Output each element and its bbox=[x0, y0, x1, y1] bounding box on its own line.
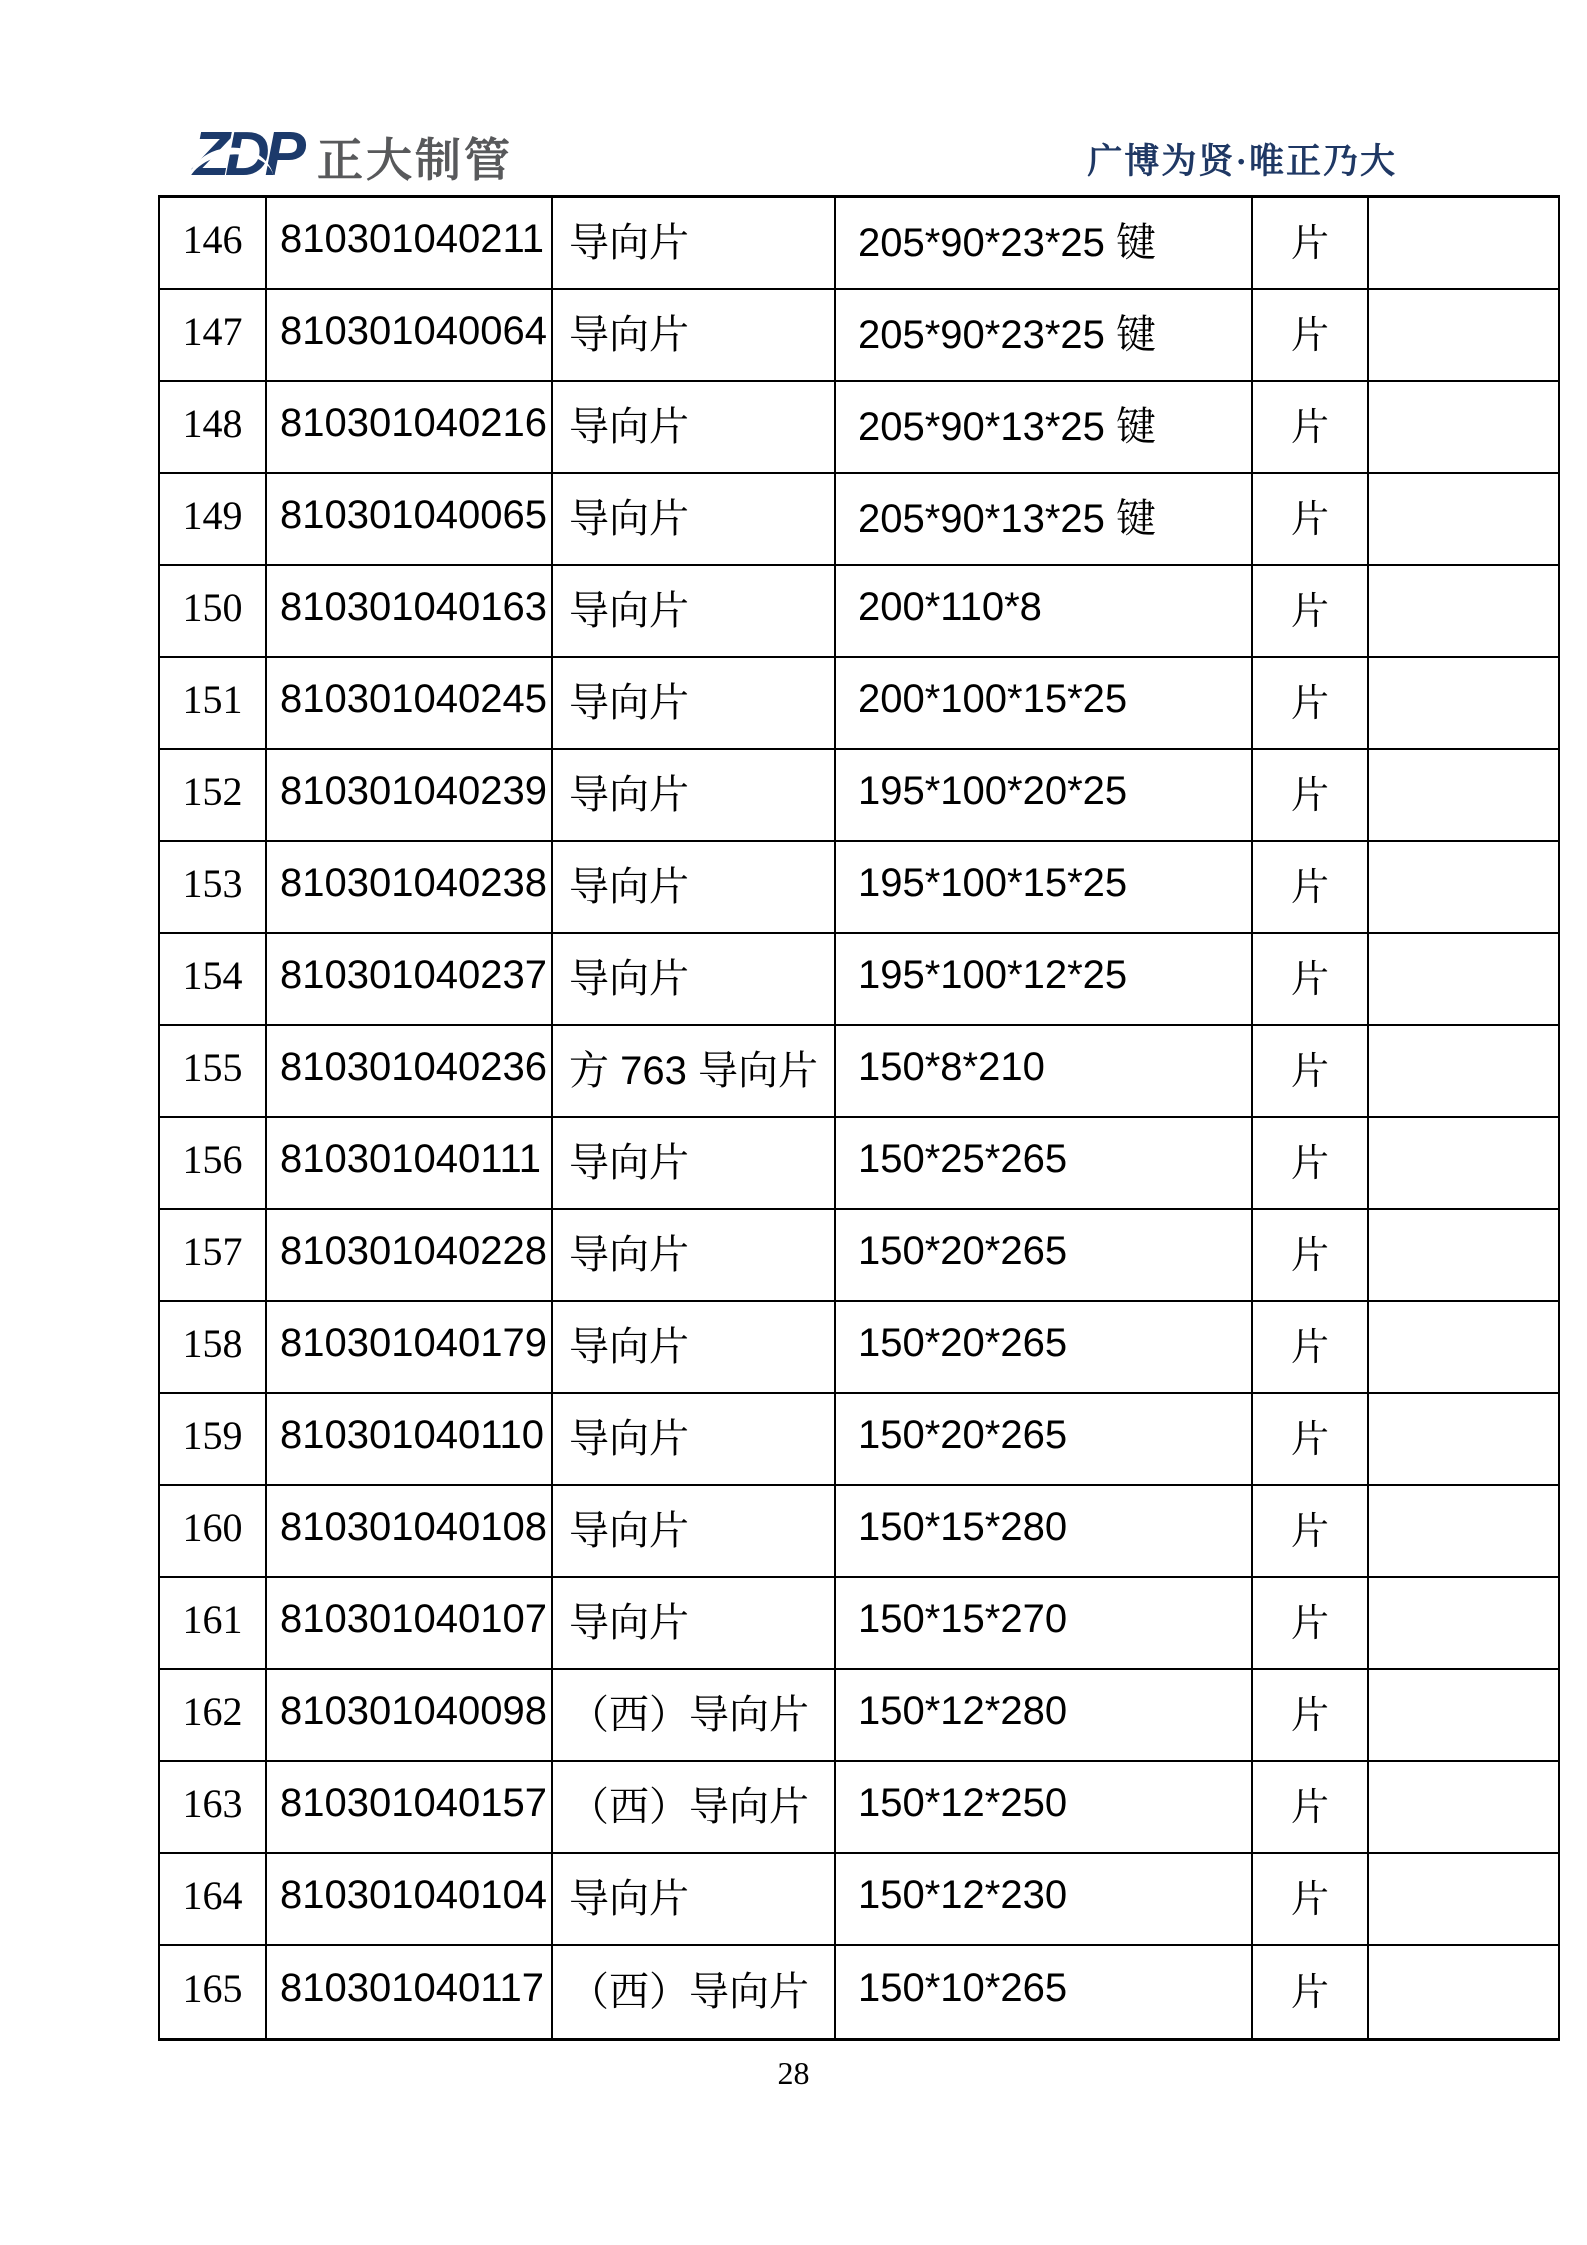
cell-part-code: 810301040157 bbox=[267, 1762, 553, 1852]
cell-part-remark bbox=[1369, 934, 1558, 1024]
cell-part-name: 方 763 导向片 bbox=[553, 1026, 836, 1116]
cell-part-name: 导向片 bbox=[553, 290, 836, 380]
cell-part-code: 810301040064 bbox=[267, 290, 553, 380]
cell-part-code: 810301040098 bbox=[267, 1670, 553, 1760]
cell-part-remark bbox=[1369, 1210, 1558, 1300]
cell-row-number: 162 bbox=[160, 1670, 267, 1760]
cell-part-spec: 150*12*230 bbox=[836, 1854, 1253, 1944]
cell-row-number: 155 bbox=[160, 1026, 267, 1116]
cell-part-remark bbox=[1369, 1026, 1558, 1116]
table-row bbox=[160, 198, 1558, 290]
cell-part-unit: 片 bbox=[1253, 1026, 1369, 1116]
cell-part-name: 导向片 bbox=[553, 1854, 836, 1944]
table-row bbox=[160, 1946, 1558, 2038]
table-row bbox=[160, 842, 1558, 934]
cell-part-spec: 150*15*280 bbox=[836, 1486, 1253, 1576]
cell-part-remark bbox=[1369, 1578, 1558, 1668]
cell-row-number: 147 bbox=[160, 290, 267, 380]
cell-part-unit: 片 bbox=[1253, 1854, 1369, 1944]
cell-part-name: 导向片 bbox=[553, 1486, 836, 1576]
cell-row-number: 151 bbox=[160, 658, 267, 748]
cell-part-spec: 195*100*12*25 bbox=[836, 934, 1253, 1024]
cell-part-remark bbox=[1369, 1946, 1558, 2038]
table-row bbox=[160, 1578, 1558, 1670]
cell-part-name: 导向片 bbox=[553, 1210, 836, 1300]
cell-part-code: 810301040239 bbox=[267, 750, 553, 840]
cell-part-name: 导向片 bbox=[553, 1394, 836, 1484]
cell-part-name: （西）导向片 bbox=[553, 1946, 836, 2038]
cell-part-code: 810301040228 bbox=[267, 1210, 553, 1300]
cell-part-unit: 片 bbox=[1253, 1486, 1369, 1576]
table-row bbox=[160, 1302, 1558, 1394]
cell-part-unit: 片 bbox=[1253, 1670, 1369, 1760]
company-name: 正大制管 bbox=[317, 134, 513, 186]
cell-part-name: 导向片 bbox=[553, 934, 836, 1024]
cell-part-name: 导向片 bbox=[553, 1302, 836, 1392]
table-row bbox=[160, 1210, 1558, 1302]
cell-row-number: 156 bbox=[160, 1118, 267, 1208]
cell-part-code: 810301040117 bbox=[267, 1946, 553, 2038]
cell-part-name: 导向片 bbox=[553, 382, 836, 472]
cell-row-number: 153 bbox=[160, 842, 267, 932]
cell-part-unit: 片 bbox=[1253, 750, 1369, 840]
cell-part-code: 810301040104 bbox=[267, 1854, 553, 1944]
cell-part-spec: 205*90*23*25 键 bbox=[836, 290, 1253, 380]
cell-part-name: 导向片 bbox=[553, 658, 836, 748]
cell-row-number: 152 bbox=[160, 750, 267, 840]
cell-part-unit: 片 bbox=[1253, 290, 1369, 380]
cell-row-number: 149 bbox=[160, 474, 267, 564]
table-row bbox=[160, 566, 1558, 658]
table-row bbox=[160, 1118, 1558, 1210]
cell-part-spec: 150*12*250 bbox=[836, 1762, 1253, 1852]
cell-row-number: 148 bbox=[160, 382, 267, 472]
cell-part-unit: 片 bbox=[1253, 1394, 1369, 1484]
cell-part-unit: 片 bbox=[1253, 1210, 1369, 1300]
cell-row-number: 154 bbox=[160, 934, 267, 1024]
cell-part-remark bbox=[1369, 290, 1558, 380]
cell-part-spec: 150*10*265 bbox=[836, 1946, 1253, 2038]
cell-row-number: 165 bbox=[160, 1946, 267, 2038]
cell-part-remark bbox=[1369, 1486, 1558, 1576]
cell-part-remark bbox=[1369, 382, 1558, 472]
parts-table bbox=[158, 195, 1560, 2041]
table-row bbox=[160, 1762, 1558, 1854]
cell-row-number: 164 bbox=[160, 1854, 267, 1944]
cell-part-unit: 片 bbox=[1253, 1762, 1369, 1852]
cell-part-remark bbox=[1369, 750, 1558, 840]
cell-part-name: 导向片 bbox=[553, 1118, 836, 1208]
cell-part-spec: 205*90*13*25 键 bbox=[836, 382, 1253, 472]
cell-row-number: 157 bbox=[160, 1210, 267, 1300]
cell-part-remark bbox=[1369, 474, 1558, 564]
cell-part-unit: 片 bbox=[1253, 1578, 1369, 1668]
cell-part-code: 810301040238 bbox=[267, 842, 553, 932]
cell-row-number: 158 bbox=[160, 1302, 267, 1392]
table-row bbox=[160, 658, 1558, 750]
cell-row-number: 146 bbox=[160, 198, 267, 288]
cell-part-name: 导向片 bbox=[553, 474, 836, 564]
cell-part-spec: 150*15*270 bbox=[836, 1578, 1253, 1668]
cell-row-number: 163 bbox=[160, 1762, 267, 1852]
cell-row-number: 150 bbox=[160, 566, 267, 656]
cell-part-spec: 205*90*23*25 键 bbox=[836, 198, 1253, 288]
cell-part-unit: 片 bbox=[1253, 1118, 1369, 1208]
cell-part-remark bbox=[1369, 1302, 1558, 1392]
table-row bbox=[160, 290, 1558, 382]
cell-part-code: 810301040107 bbox=[267, 1578, 553, 1668]
cell-part-unit: 片 bbox=[1253, 198, 1369, 288]
cell-part-spec: 150*20*265 bbox=[836, 1302, 1253, 1392]
cell-part-remark bbox=[1369, 658, 1558, 748]
logo-mark bbox=[192, 120, 301, 189]
table-row bbox=[160, 1394, 1558, 1486]
cell-part-spec: 195*100*20*25 bbox=[836, 750, 1253, 840]
cell-part-unit: 片 bbox=[1253, 382, 1369, 472]
cell-part-unit: 片 bbox=[1253, 1302, 1369, 1392]
logo-zdp-text: ZDP bbox=[192, 120, 301, 189]
cell-row-number: 160 bbox=[160, 1486, 267, 1576]
cell-row-number: 161 bbox=[160, 1578, 267, 1668]
cell-part-spec: 200*110*8 bbox=[836, 566, 1253, 656]
cell-part-code: 810301040163 bbox=[267, 566, 553, 656]
cell-part-unit: 片 bbox=[1253, 658, 1369, 748]
table-row bbox=[160, 1670, 1558, 1762]
cell-part-name: 导向片 bbox=[553, 1578, 836, 1668]
table-row bbox=[160, 474, 1558, 566]
cell-part-code: 810301040211 bbox=[267, 198, 553, 288]
cell-part-name: 导向片 bbox=[553, 842, 836, 932]
table-row bbox=[160, 1486, 1558, 1578]
cell-part-remark bbox=[1369, 1762, 1558, 1852]
cell-part-remark bbox=[1369, 198, 1558, 288]
table-row bbox=[160, 934, 1558, 1026]
cell-part-spec: 150*20*265 bbox=[836, 1210, 1253, 1300]
company-slogan: 广博为贤·唯正乃大 bbox=[1087, 142, 1397, 181]
cell-part-spec: 200*100*15*25 bbox=[836, 658, 1253, 748]
cell-part-remark bbox=[1369, 1854, 1558, 1944]
cell-part-remark bbox=[1369, 566, 1558, 656]
cell-part-unit: 片 bbox=[1253, 842, 1369, 932]
cell-part-name: （西）导向片 bbox=[553, 1670, 836, 1760]
cell-part-code: 810301040245 bbox=[267, 658, 553, 748]
cell-part-spec: 205*90*13*25 键 bbox=[836, 474, 1253, 564]
table-row bbox=[160, 1854, 1558, 1946]
cell-part-remark bbox=[1369, 1118, 1558, 1208]
cell-part-spec: 150*25*265 bbox=[836, 1118, 1253, 1208]
cell-part-code: 810301040179 bbox=[267, 1302, 553, 1392]
cell-part-code: 810301040237 bbox=[267, 934, 553, 1024]
cell-part-unit: 片 bbox=[1253, 1946, 1369, 2038]
cell-part-unit: 片 bbox=[1253, 566, 1369, 656]
page-number: 28 bbox=[777, 2055, 810, 2091]
cell-part-unit: 片 bbox=[1253, 474, 1369, 564]
table-row bbox=[160, 1026, 1558, 1118]
cell-part-name: （西）导向片 bbox=[553, 1762, 836, 1852]
cell-part-code: 810301040065 bbox=[267, 474, 553, 564]
cell-part-code: 810301040108 bbox=[267, 1486, 553, 1576]
cell-part-name: 导向片 bbox=[553, 566, 836, 656]
cell-row-number: 159 bbox=[160, 1394, 267, 1484]
cell-part-unit: 片 bbox=[1253, 934, 1369, 1024]
cell-part-spec: 150*12*280 bbox=[836, 1670, 1253, 1760]
cell-part-name: 导向片 bbox=[553, 198, 836, 288]
table-row bbox=[160, 382, 1558, 474]
cell-part-code: 810301040111 bbox=[267, 1118, 553, 1208]
cell-part-name: 导向片 bbox=[553, 750, 836, 840]
cell-part-code: 810301040216 bbox=[267, 382, 553, 472]
cell-part-remark bbox=[1369, 1670, 1558, 1760]
cell-part-remark bbox=[1369, 842, 1558, 932]
table-row bbox=[160, 750, 1558, 842]
cell-part-spec: 150*20*265 bbox=[836, 1394, 1253, 1484]
cell-part-code: 810301040236 bbox=[267, 1026, 553, 1116]
cell-part-remark bbox=[1369, 1394, 1558, 1484]
company-logo bbox=[192, 120, 513, 189]
cell-part-spec: 195*100*15*25 bbox=[836, 842, 1253, 932]
cell-part-spec: 150*8*210 bbox=[836, 1026, 1253, 1116]
cell-part-code: 810301040110 bbox=[267, 1394, 553, 1484]
